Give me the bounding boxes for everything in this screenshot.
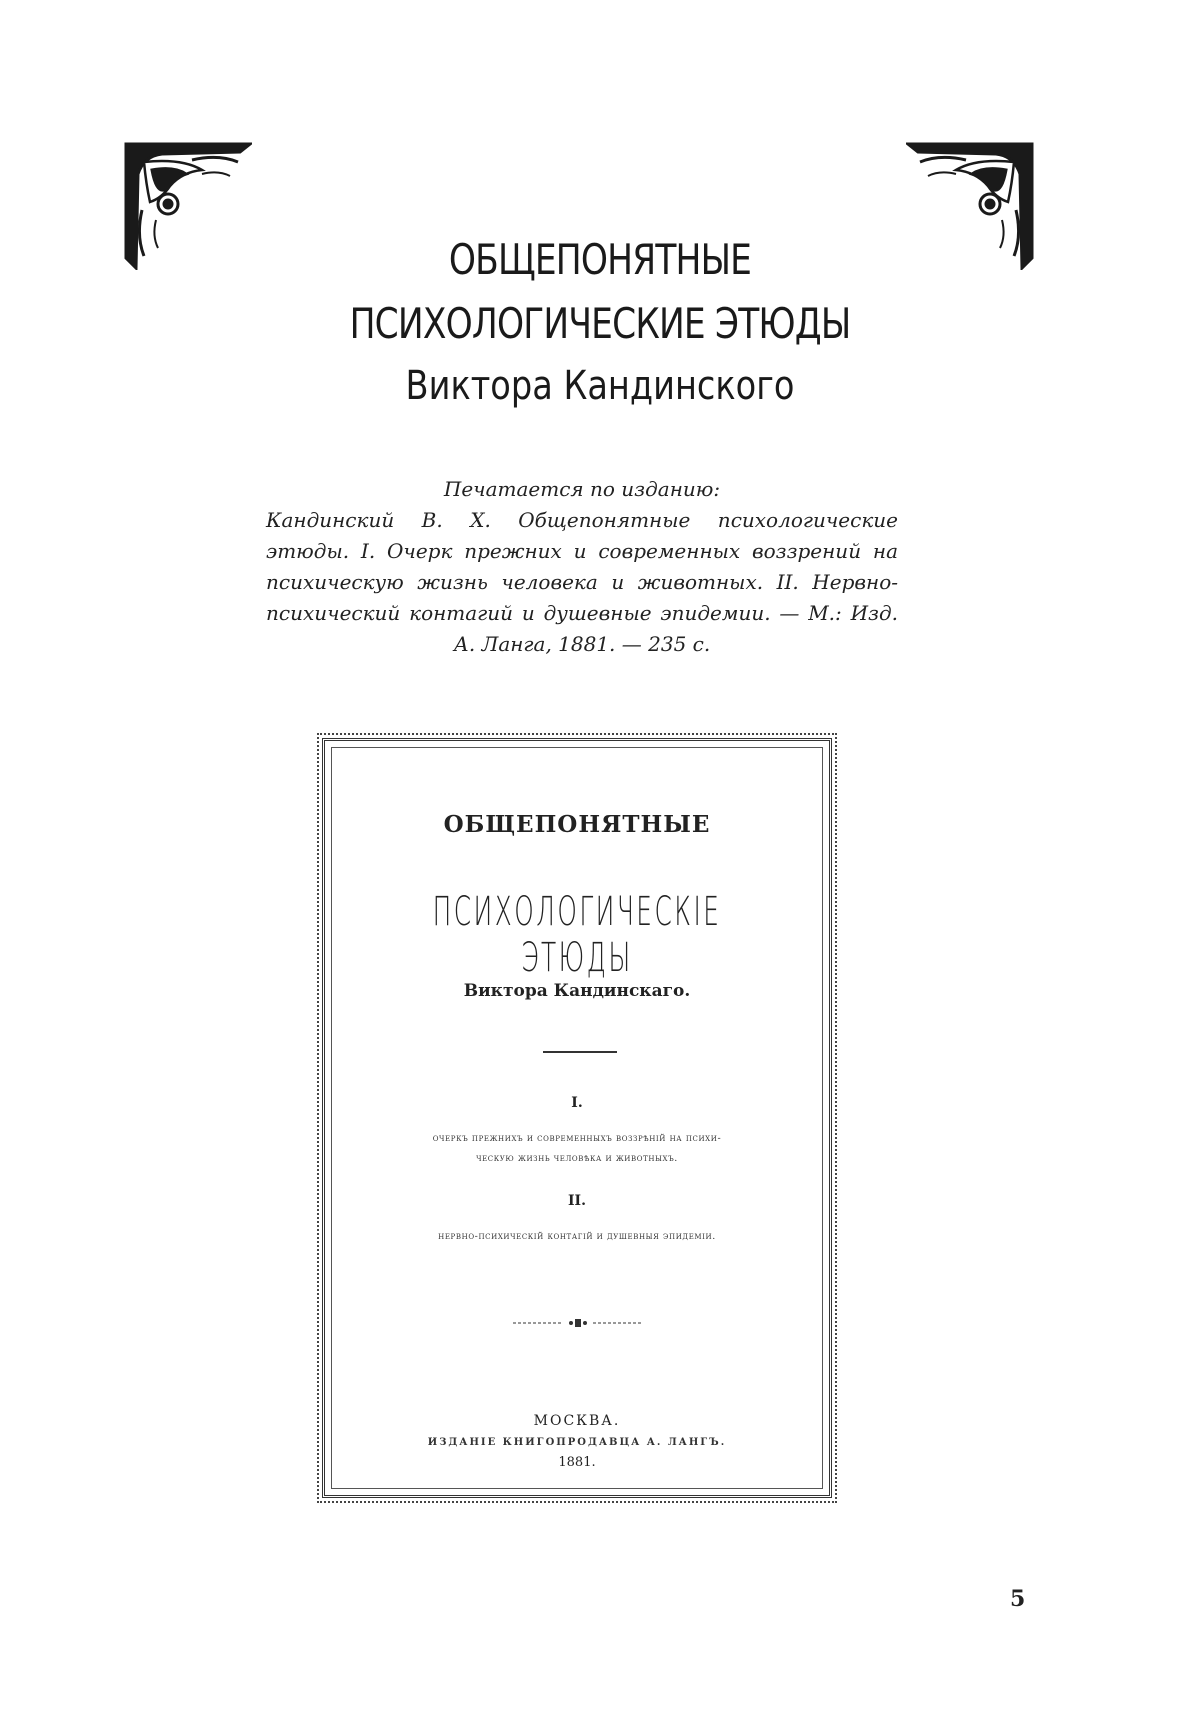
page-number: 5 <box>1010 1586 1026 1612</box>
source-text: Кандинский В. Х. Общепонятные психологические этюды. I. Очерк прежних и современных воззрений на психическую жизнь человека и животных. II. Нервно-психический контагий и душевные эпидемии. — М.: Изд. А. Ланга, 1881. — 235 с. <box>266 508 898 656</box>
facsimile-part-1-text-b: ческую жизнь человѣка и животныхъ. <box>476 1153 678 1164</box>
facsimile-part-2-numeral: II. <box>568 1193 586 1209</box>
title-line-1: ОБЩЕПОНЯТНЫЕ <box>448 235 752 284</box>
source-heading: Печатается по изданию: <box>443 477 721 501</box>
facsimile-part-2-text: нервно-психическій контагій и душевныя эпидеміи. <box>438 1231 716 1242</box>
facsimile-publisher: ИЗДАНІЕ КНИГОПРОДАВЦА А. ЛАНГЪ. <box>427 1437 727 1448</box>
facsimile-title-line-1: ОБЩЕПОНЯТНЫЕ <box>443 811 711 838</box>
facsimile-title-line-2: ПСИХОЛОГИЧЕСКІЕ ЭТЮДЫ <box>432 889 722 981</box>
facsimile-part-1-numeral: I. <box>571 1095 583 1111</box>
facsimile-year: 1881. <box>558 1455 596 1470</box>
facsimile-city: МОСКВА. <box>533 1413 621 1429</box>
source-citation <box>266 474 898 660</box>
facsimile-dingbat-icon <box>513 1317 643 1329</box>
title-block <box>0 228 1200 416</box>
facsimile-part-1-text-a: очеркъ прежнихъ и современныхъ воззрѣній на психи- <box>432 1133 722 1144</box>
facsimile-divider-rule <box>543 1051 617 1053</box>
facsimile-author: Виктора Кандинскаго. <box>463 981 691 1001</box>
title-author: Виктора Кандинского <box>405 363 795 409</box>
facsimile-title-page <box>322 738 832 1498</box>
facsimile-inner-frame <box>331 747 823 1489</box>
title-line-2: ПСИХОЛОГИЧЕСКИЕ ЭТЮДЫ <box>349 299 851 348</box>
